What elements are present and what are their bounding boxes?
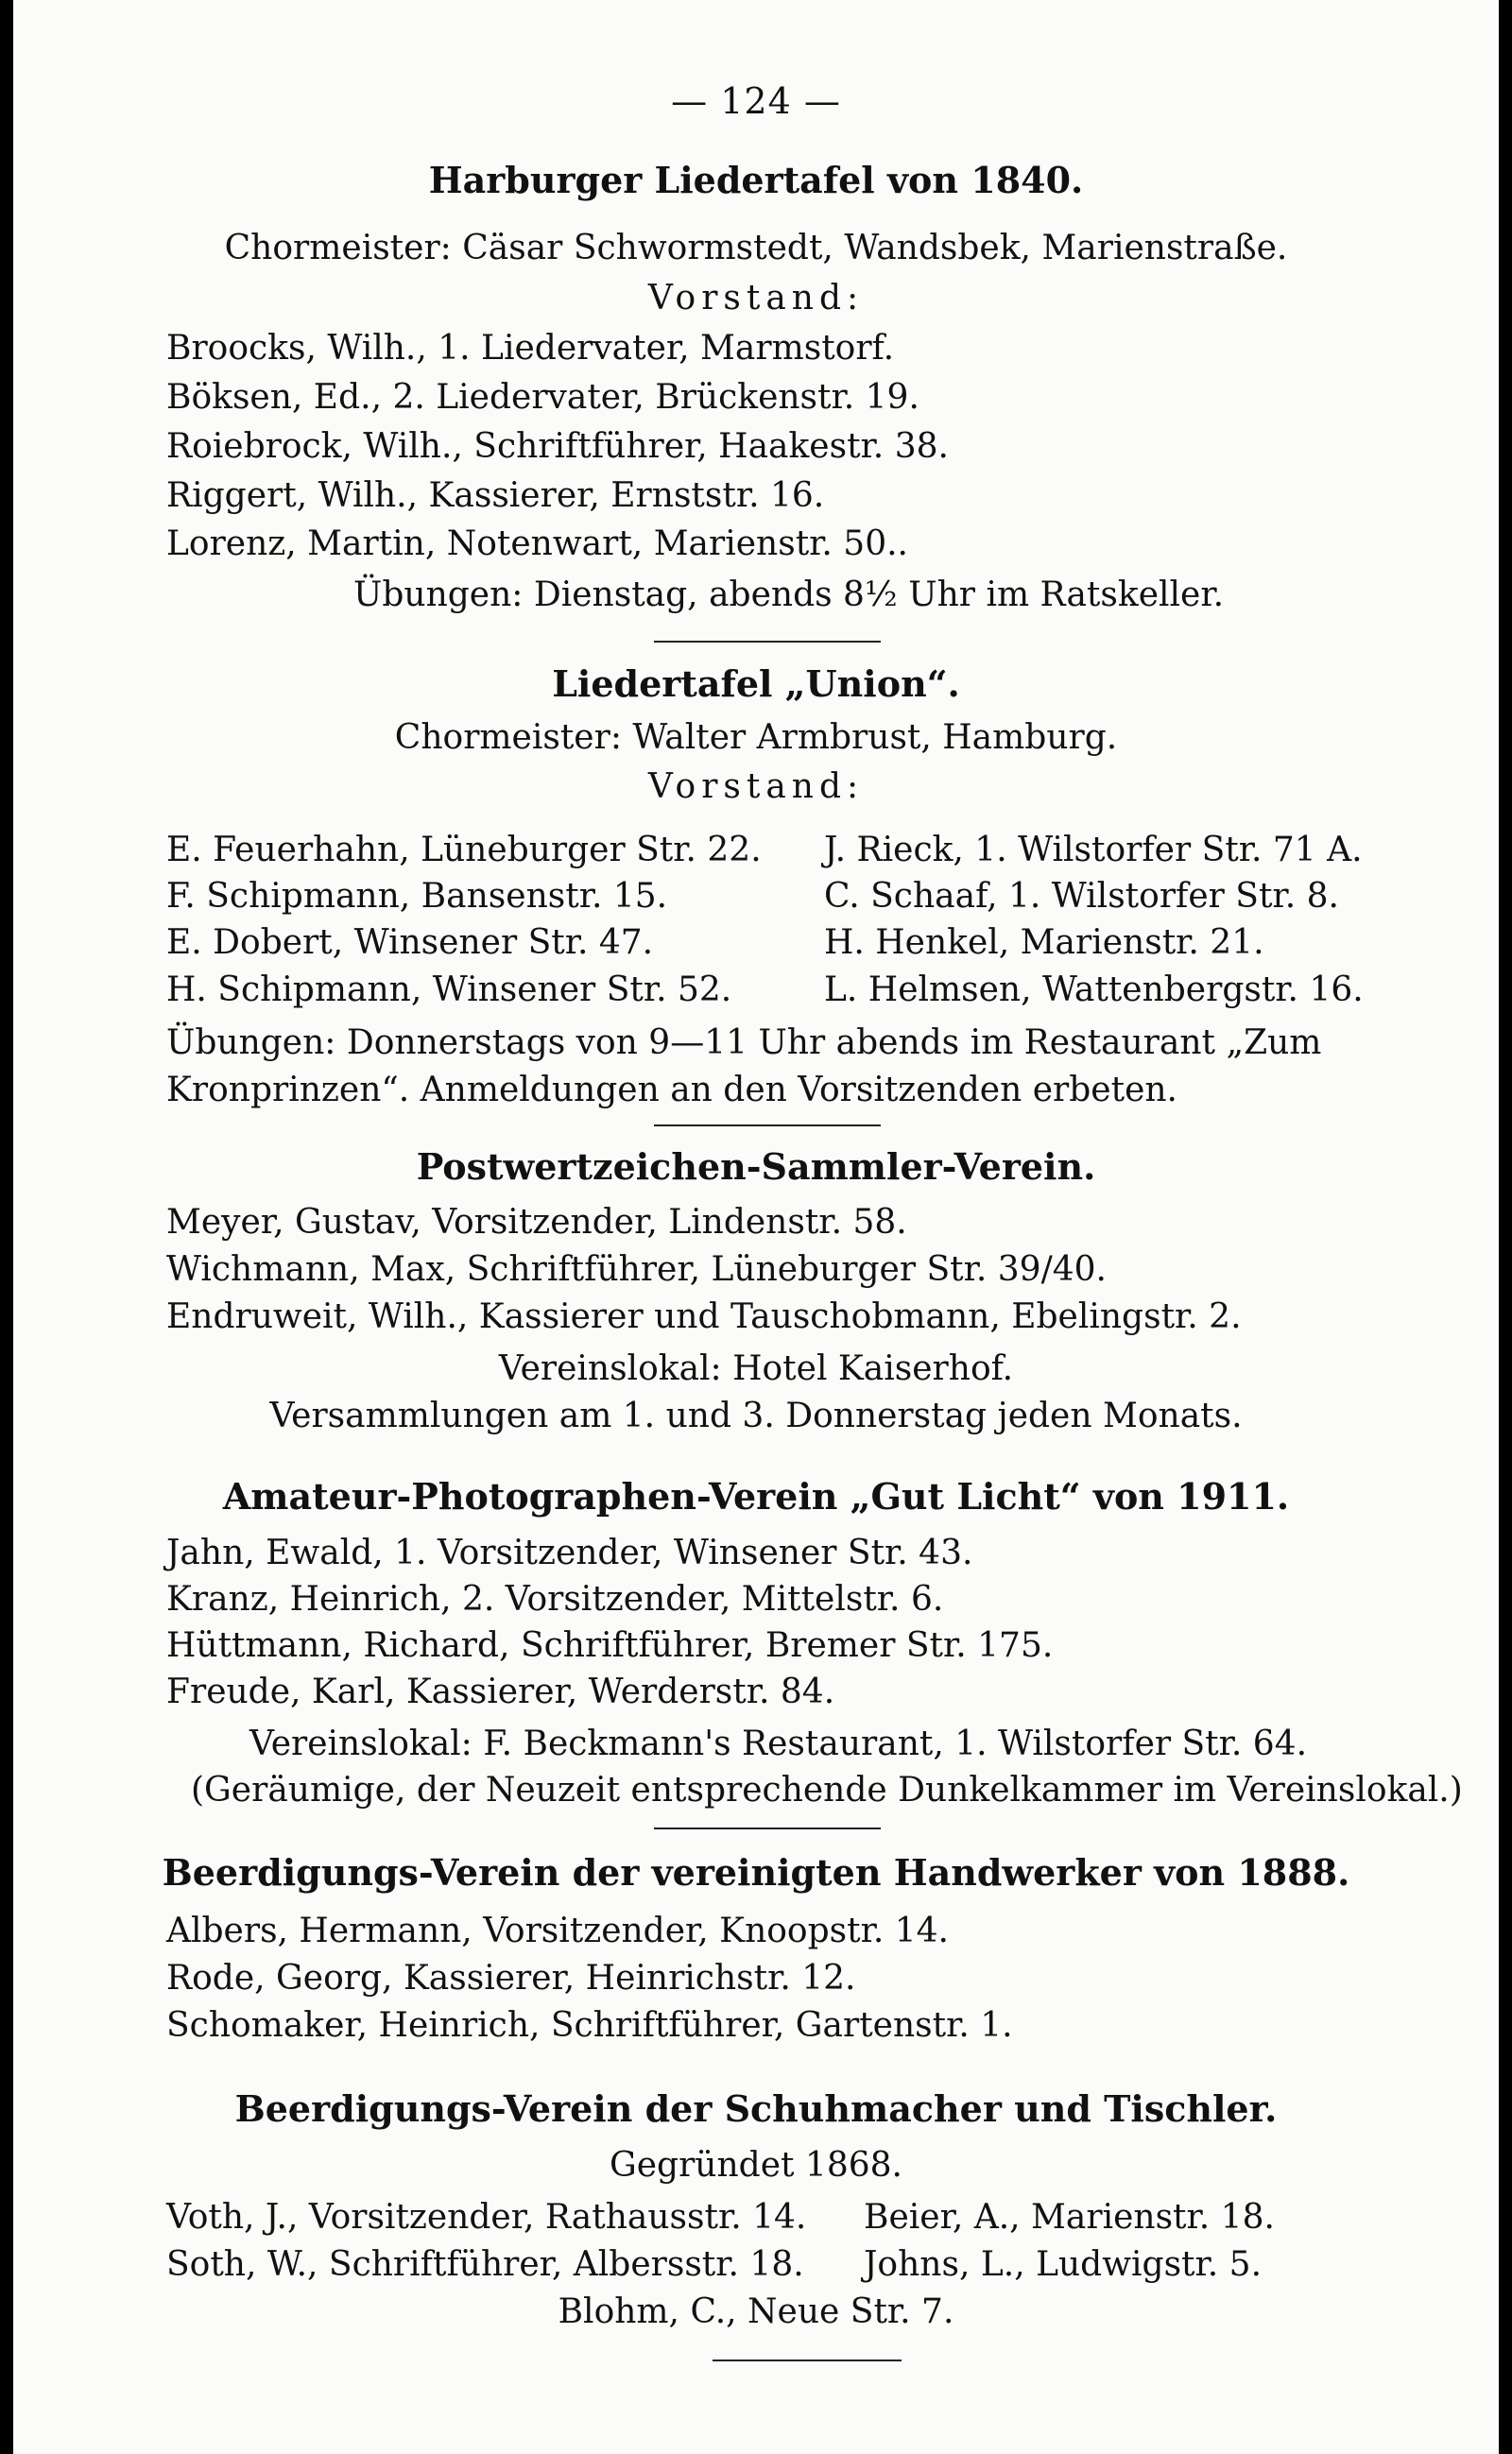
member-line: Schomaker, Heinrich, Schriftführer, Gartenstr. 1. bbox=[166, 2006, 1013, 2045]
member-line: L. Helmsen, Wattenbergstr. 16. bbox=[824, 970, 1364, 1009]
member-line: Freude, Karl, Kassierer, Werderstr. 84. bbox=[166, 1673, 835, 1711]
member-line: Broocks, Wilh., 1. Liedervater, Marmstorf. bbox=[166, 329, 895, 368]
section-title: Liedertafel „Union“. bbox=[552, 662, 960, 705]
member-line: Hüttmann, Richard, Schriftführer, Bremer Str. 175. bbox=[166, 1626, 1054, 1665]
note-line: (Geräumige, der Neuzeit entsprechende Dunkelkammer im Vereinslokal.) bbox=[191, 1771, 1463, 1810]
chormeister-line: Chormeister: Cäsar Schwormstedt, Wandsbek, Marienstraße. bbox=[224, 229, 1288, 267]
section-divider bbox=[654, 1828, 881, 1829]
vorstand-heading: Vorstand: bbox=[647, 767, 865, 806]
member-line: Böksen, Ed., 2. Liedervater, Brückenstr. 19. bbox=[166, 378, 919, 417]
member-line: Rode, Georg, Kassierer, Heinrichstr. 12. bbox=[166, 1959, 856, 1998]
member-line: F. Schipmann, Bansenstr. 15. bbox=[166, 877, 668, 916]
chormeister-line: Chormeister: Walter Armbrust, Hamburg. bbox=[394, 718, 1118, 757]
member-line: Kranz, Heinrich, 2. Vorsitzender, Mittelstr. 6. bbox=[166, 1580, 944, 1619]
member-line: Lorenz, Martin, Notenwart, Marienstr. 50.. bbox=[166, 524, 909, 563]
versammlungen-line: Versammlungen am 1. und 3. Donnerstag jeden Monats. bbox=[269, 1397, 1243, 1435]
uebungen-line: Kronprinzen“. Anmeldungen an den Vorsitzenden erbeten. bbox=[166, 1071, 1177, 1109]
member-line: Roiebrock, Wilh., Schriftführer, Haakestr. 38. bbox=[166, 427, 949, 466]
member-line: H. Henkel, Marienstr. 21. bbox=[824, 923, 1264, 962]
founded-line: Gegründet 1868. bbox=[609, 2146, 902, 2185]
member-line: Jahn, Ewald, 1. Vorsitzender, Winsener Str. 43. bbox=[166, 1534, 973, 1572]
member-line: Blohm, C., Neue Str. 7. bbox=[558, 2292, 954, 2331]
section-title: Harburger Liedertafel von 1840. bbox=[428, 159, 1084, 201]
section-title: Amateur-Photographen-Verein „Gut Licht“ von 1911. bbox=[222, 1475, 1290, 1518]
member-line: Wichmann, Max, Schriftführer, Lüneburger Str. 39/40. bbox=[166, 1250, 1107, 1289]
vorstand-heading: Vorstand: bbox=[647, 279, 865, 317]
section-title: Beerdigungs-Verein der vereinigten Handwerker von 1888. bbox=[162, 1851, 1350, 1894]
member-line: C. Schaaf, 1. Wilstorfer Str. 8. bbox=[824, 877, 1339, 916]
member-line: Johns, L., Ludwigstr. 5. bbox=[864, 2245, 1263, 2284]
directory-page bbox=[13, 0, 1499, 2454]
page-number: — 124 — bbox=[671, 80, 841, 122]
member-line: Meyer, Gustav, Vorsitzender, Lindenstr. 58. bbox=[166, 1203, 907, 1242]
member-line: Voth, J., Vorsitzender, Rathausstr. 14. bbox=[166, 2198, 807, 2237]
member-line: H. Schipmann, Winsener Str. 52. bbox=[166, 970, 732, 1009]
section-divider bbox=[713, 2360, 902, 2361]
member-line: J. Rieck, 1. Wilstorfer Str. 71 A. bbox=[824, 831, 1363, 869]
vereinslokal-line: Vereinslokal: Hotel Kaiserhof. bbox=[498, 1349, 1014, 1388]
member-line: E. Dobert, Winsener Str. 47. bbox=[166, 923, 654, 962]
member-line: Albers, Hermann, Vorsitzender, Knoopstr. 14. bbox=[166, 1912, 949, 1950]
member-line: E. Feuerhahn, Lüneburger Str. 22. bbox=[166, 831, 762, 869]
member-line: Endruweit, Wilh., Kassierer und Tauschobmann, Ebelingstr. 2. bbox=[166, 1297, 1242, 1336]
section-divider bbox=[654, 1124, 881, 1126]
uebungen-line: Übungen: Donnerstags von 9—11 Uhr abends im Restaurant „Zum bbox=[166, 1023, 1322, 1062]
vereinslokal-line: Vereinslokal: F. Beckmann's Restaurant, 1. Wilstorfer Str. 64. bbox=[249, 1725, 1308, 1763]
uebungen-line: Übungen: Dienstag, abends 8½ Uhr im Ratskeller. bbox=[353, 575, 1225, 614]
member-line: Riggert, Wilh., Kassierer, Ernststr. 16. bbox=[166, 476, 825, 515]
section-divider bbox=[654, 641, 881, 643]
member-line: Beier, A., Marienstr. 18. bbox=[864, 2198, 1275, 2237]
member-line: Soth, W., Schriftführer, Albersstr. 18. bbox=[166, 2245, 804, 2284]
section-title: Beerdigungs-Verein der Schuhmacher und Tischler. bbox=[234, 2087, 1278, 2130]
section-title: Postwertzeichen-Sammler-Verein. bbox=[416, 1145, 1096, 1188]
